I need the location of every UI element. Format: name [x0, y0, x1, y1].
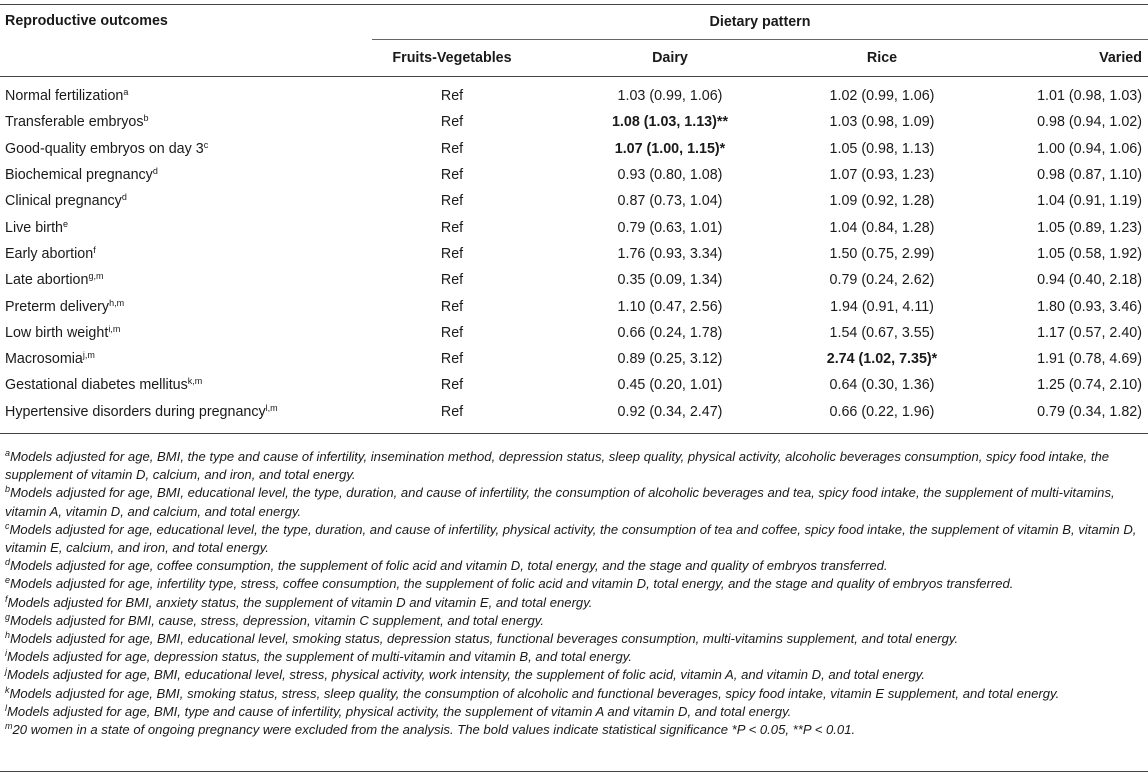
- footnote-text: Models adjusted for age, coffee consumption, the supplement of folic acid and vitamin D, total energy, and the stage and quality of embryos transferred.: [10, 558, 888, 574]
- cell-dairy: 0.92 (0.34, 2.47): [617, 403, 723, 420]
- row-label-text: Clinical pregnancy: [5, 193, 122, 210]
- cell-dairy: 1.08 (1.03, 1.13)**: [611, 114, 729, 131]
- cell-fv: Ref: [440, 377, 464, 394]
- table-body: [0, 77, 1148, 434]
- table-row: [0, 320, 1148, 346]
- row-label-footnote-mark: l,m: [265, 402, 278, 413]
- footnote: [5, 594, 1148, 612]
- footnote-text: 20 women in a state of ongoing pregnancy were excluded from the analysis. The bold values indicate statistical significance *P < 0.05, **P < 0.01.: [12, 722, 856, 738]
- footnote-mark: b: [5, 484, 11, 495]
- footnote: [5, 521, 1148, 557]
- cell-rice: 0.79 (0.24, 2.62): [829, 272, 935, 289]
- footnote-mark: l: [5, 702, 7, 713]
- row-label-footnote-mark: c: [203, 139, 209, 150]
- row-label: [0, 214, 372, 240]
- row-label-text: Good-quality embryos on day 3: [5, 140, 204, 157]
- header-outcome: Reproductive outcomes: [5, 13, 168, 29]
- cell-dairy: 1.76 (0.93, 3.34): [617, 245, 723, 262]
- footnote-mark: e: [5, 575, 11, 586]
- table-row: [0, 77, 1148, 110]
- row-label-footnote-mark: f: [93, 244, 96, 255]
- footnote-text: Models adjusted for age, BMI, educational level, stress, physical activity, work intensity, the supplement of folic acid, vitamin A, and vitamin D, and total energy.: [7, 667, 925, 683]
- results-table: [0, 4, 1148, 434]
- cell-varied: 1.01 (0.98, 1.03): [1037, 88, 1142, 105]
- cell-varied: 0.94 (0.40, 2.18): [1037, 272, 1142, 289]
- cell-rice: 1.09 (0.92, 1.28): [829, 193, 935, 210]
- cell-varied: 0.79 (0.34, 1.82): [1037, 403, 1142, 420]
- footnote-mark: a: [5, 448, 11, 458]
- row-label-footnote-mark: k,m: [187, 376, 203, 387]
- cell-varied: 1.04 (0.91, 1.19): [1037, 193, 1142, 210]
- cell-varied: 1.05 (0.89, 1.23): [1037, 219, 1142, 236]
- footnote-text: Models adjusted for age, BMI, educational level, smoking status, depression status, functional beverages consumption, multi-vitamins supplement, and total energy.: [10, 631, 959, 647]
- cell-fv: Ref: [440, 140, 464, 157]
- row-label-footnote-mark: i,m: [108, 323, 121, 334]
- cell-varied: 0.98 (0.94, 1.02): [1037, 114, 1142, 131]
- footnote: [5, 557, 1148, 575]
- row-label-footnote-mark: d: [121, 192, 127, 203]
- footnotes: [0, 448, 1148, 739]
- header-dietary-pattern: Dietary pattern: [372, 5, 1148, 40]
- cell-varied: 0.98 (0.87, 1.10): [1037, 167, 1142, 184]
- row-label: [0, 77, 372, 110]
- cell-dairy: 0.93 (0.80, 1.08): [617, 167, 723, 184]
- footnote: [5, 448, 1148, 484]
- row-label: [0, 162, 372, 188]
- footnote: [5, 648, 1148, 666]
- footnote-mark: h: [5, 630, 11, 641]
- row-label: [0, 293, 372, 319]
- row-label-text: Biochemical pregnancy: [5, 167, 153, 184]
- cell-rice: 1.04 (0.84, 1.28): [829, 219, 935, 236]
- cell-dairy: 1.03 (0.99, 1.06): [617, 88, 723, 105]
- row-label: [0, 109, 372, 135]
- cell-fv: Ref: [440, 324, 464, 341]
- cell-fv: Ref: [440, 403, 464, 420]
- cell-rice: 1.03 (0.98, 1.09): [829, 114, 935, 131]
- cell-fv: Ref: [440, 88, 464, 105]
- footnote-mark: k: [5, 684, 10, 695]
- row-label: [0, 399, 372, 434]
- table-row: [0, 162, 1148, 188]
- cell-fv: Ref: [440, 167, 464, 184]
- cell-rice: 1.02 (0.99, 1.06): [829, 88, 935, 105]
- row-label-text: Gestational diabetes mellitus: [5, 377, 188, 394]
- cell-dairy: 1.07 (1.00, 1.15)*: [614, 140, 726, 157]
- footnote-text: Models adjusted for age, BMI, educational level, the type, duration, and cause of infertility, the consumption of alcoholic beverages and tea, spicy food intake, the supplement of multi-vitamins, vitamin A, vitamin D, and calcium, and total energy.: [5, 485, 1115, 519]
- footnote: [5, 630, 1148, 648]
- cell-fv: Ref: [440, 351, 464, 368]
- row-label-text: Late abortion: [5, 272, 89, 289]
- footnote-text: Models adjusted for age, educational level, the type, duration, and cause of infertility, physical activity, the consumption of tea and coffee, spicy food intake, the supplement of vitamin B, vitamin D, vitamin E, calcium, and iron, and total energy.: [5, 521, 1137, 556]
- cell-fv: Ref: [440, 272, 464, 289]
- footnote-mark: f: [5, 593, 8, 604]
- table-row: [0, 241, 1148, 267]
- cell-fv: Ref: [440, 193, 464, 210]
- row-label-text: Low birth weight: [5, 324, 109, 341]
- header-rice: Rice: [866, 50, 898, 66]
- row-label: [0, 241, 372, 267]
- cell-varied: 1.25 (0.74, 2.10): [1037, 377, 1142, 394]
- row-label: [0, 346, 372, 372]
- table-row: [0, 188, 1148, 214]
- cell-fv: Ref: [440, 298, 464, 315]
- table-row: [0, 293, 1148, 319]
- footnote: [5, 685, 1148, 703]
- footnote-mark: g: [5, 611, 11, 622]
- table-row: [0, 267, 1148, 293]
- row-label-footnote-mark: a: [123, 87, 129, 98]
- cell-rice: 2.74 (1.02, 7.35)*: [826, 351, 938, 368]
- bottom-rule: [0, 771, 1148, 772]
- cell-rice: 1.54 (0.67, 3.55): [829, 324, 935, 341]
- cell-fv: Ref: [440, 245, 464, 262]
- row-label-footnote-mark: d: [152, 166, 158, 177]
- footnote-text: Models adjusted for BMI, cause, stress, depression, vitamin C supplement, and total energy.: [10, 612, 544, 628]
- footnote-text: Models adjusted for age, BMI, type and cause of infertility, physical activity, the supplement of vitamin A and vitamin D, and total energy.: [7, 703, 792, 719]
- footnote-mark: j: [5, 666, 7, 677]
- cell-fv: Ref: [440, 114, 464, 131]
- cell-varied: 1.00 (0.94, 1.06): [1037, 140, 1142, 157]
- row-label-footnote-mark: j,m: [82, 350, 95, 361]
- footnote-text: Models adjusted for age, depression status, the supplement of multi-vitamin and vitamin B, and total energy.: [7, 649, 632, 665]
- row-label-text: Live birth: [5, 219, 64, 236]
- cell-dairy: 1.10 (0.47, 2.56): [617, 298, 723, 315]
- footnote-mark: m: [5, 721, 13, 732]
- header-fruits-vegetables: Fruits-Vegetables: [392, 50, 512, 66]
- row-label-text: Preterm delivery: [5, 298, 110, 315]
- cell-dairy: 0.66 (0.24, 1.78): [617, 324, 723, 341]
- row-label-text: Normal fertilization: [5, 88, 124, 105]
- table-row: [0, 372, 1148, 398]
- footnote: [5, 575, 1148, 593]
- cell-varied: 1.05 (0.58, 1.92): [1037, 245, 1142, 262]
- cell-dairy: 0.89 (0.25, 3.12): [617, 351, 723, 368]
- footnote-text: Models adjusted for BMI, anxiety status, the supplement of vitamin D and vitamin E, and total energy.: [7, 594, 593, 610]
- cell-rice: 0.64 (0.30, 1.36): [829, 377, 935, 394]
- row-label-text: Early abortion: [5, 245, 94, 262]
- cell-rice: 1.07 (0.93, 1.23): [829, 167, 935, 184]
- header-varied: Varied: [1099, 50, 1142, 66]
- row-label-footnote-mark: g,m: [88, 271, 104, 282]
- table-row: [0, 346, 1148, 372]
- cell-dairy: 0.45 (0.20, 1.01): [617, 377, 723, 394]
- table-row: [0, 399, 1148, 434]
- table-row: [0, 136, 1148, 162]
- header-dairy: Dairy: [652, 50, 688, 66]
- footnote-text: Models adjusted for age, BMI, the type and cause of infertility, insemination method, depression status, sleep quality, physical activity, alcoholic beverages consumption, spicy food intake, the supplement of vitamin D, calcium, and iron, and total energy.: [5, 449, 1110, 483]
- cell-rice: 1.50 (0.75, 2.99): [829, 245, 935, 262]
- row-label-footnote-mark: b: [143, 113, 149, 124]
- row-label-footnote-mark: e: [63, 218, 69, 229]
- row-label: [0, 188, 372, 214]
- footnote-mark: d: [5, 557, 11, 568]
- table-row: [0, 109, 1148, 135]
- footnote-mark: i: [5, 648, 7, 659]
- cell-varied: 1.80 (0.93, 3.46): [1037, 298, 1142, 315]
- row-label-text: Transferable embryos: [5, 114, 144, 131]
- row-label-text: Macrosomia: [5, 351, 83, 368]
- footnote: [5, 484, 1148, 520]
- cell-dairy: 0.79 (0.63, 1.01): [617, 219, 723, 236]
- footnote: [5, 721, 1148, 739]
- cell-dairy: 0.87 (0.73, 1.04): [617, 193, 723, 210]
- cell-rice: 0.66 (0.22, 1.96): [829, 403, 935, 420]
- footnote: [5, 666, 1148, 684]
- cell-varied: 1.17 (0.57, 2.40): [1037, 324, 1142, 341]
- footnote: [5, 703, 1148, 721]
- row-label: [0, 136, 372, 162]
- cell-rice: 1.94 (0.91, 4.11): [830, 298, 934, 315]
- footnote-text: Models adjusted for age, BMI, smoking status, stress, sleep quality, the consumption of alcoholic and functional beverages, spicy food intake, vitamin E supplement, and total energy.: [9, 685, 1060, 701]
- footnote-text: Models adjusted for age, infertility type, stress, coffee consumption, the supplement of folic acid and vitamin D, total energy, and the stage and quality of embryos transferred.: [10, 576, 1014, 592]
- cell-varied: 1.91 (0.78, 4.69): [1037, 351, 1142, 368]
- table-row: [0, 214, 1148, 240]
- cell-dairy: 0.35 (0.09, 1.34): [617, 272, 723, 289]
- row-label: [0, 320, 372, 346]
- row-label: [0, 372, 372, 398]
- row-label: [0, 267, 372, 293]
- cell-fv: Ref: [440, 219, 464, 236]
- cell-rice: 1.05 (0.98, 1.13): [829, 140, 935, 157]
- row-label-footnote-mark: h,m: [109, 297, 125, 308]
- footnote-mark: c: [5, 520, 10, 531]
- row-label-text: Hypertensive disorders during pregnancy: [5, 403, 266, 420]
- footnote: [5, 612, 1148, 630]
